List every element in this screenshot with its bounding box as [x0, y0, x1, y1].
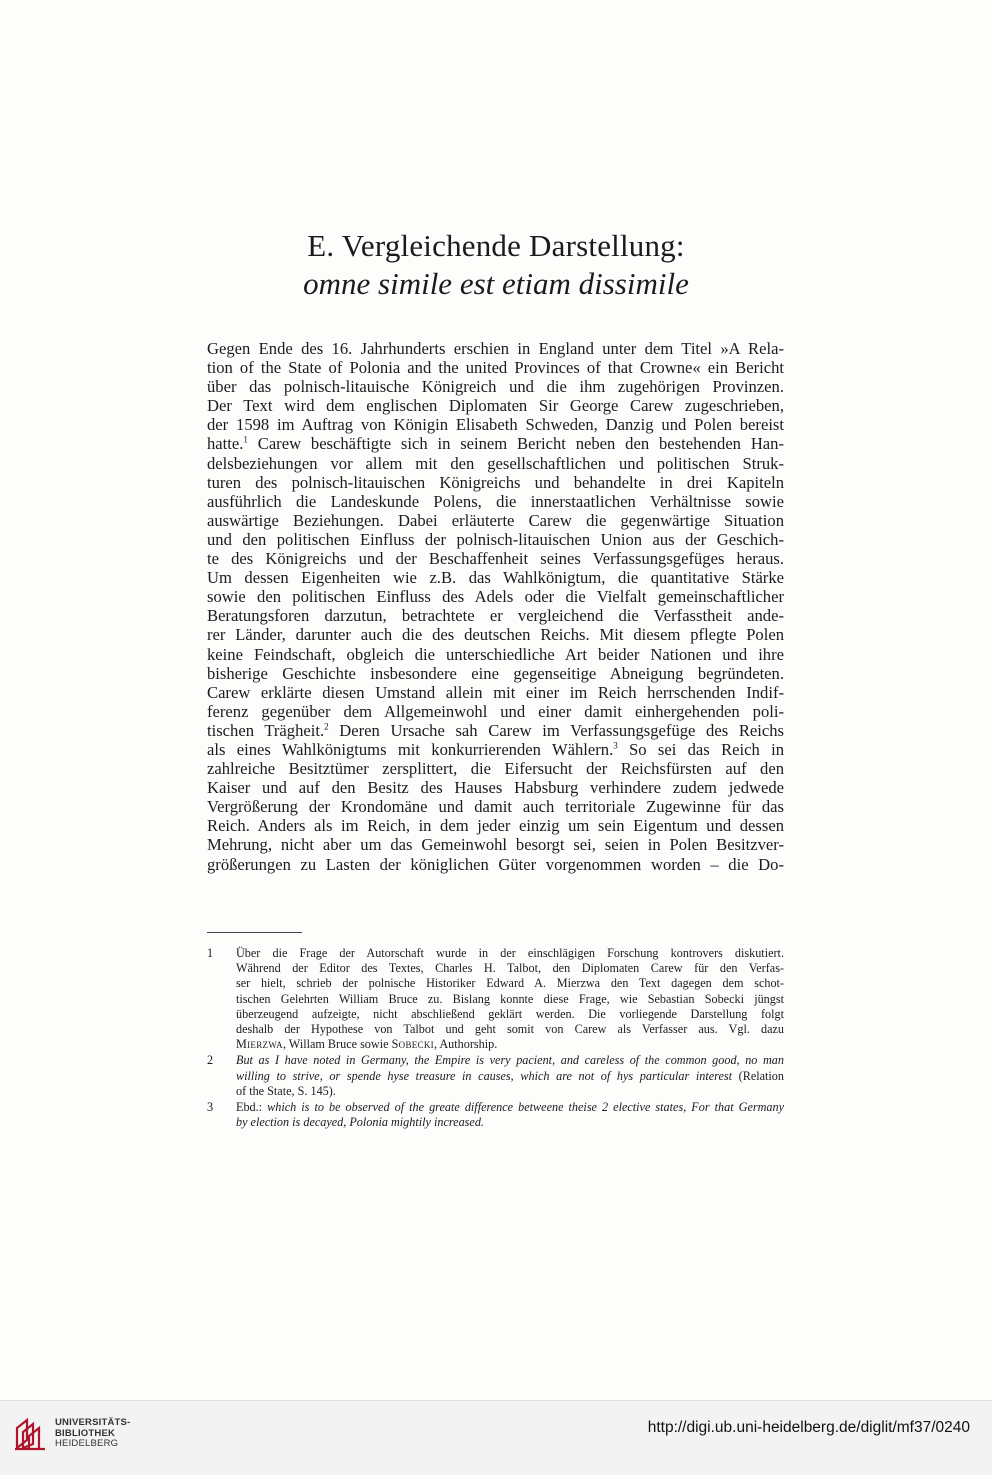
chapter-title: [0, 228, 992, 302]
author-name: Sobecki: [391, 1037, 434, 1052]
footnote-number: 2: [207, 1053, 214, 1068]
text-line: tion of the State of Polonia and the united Provinces of that Crowne« ein Bericht: [207, 358, 784, 378]
footnote-2: [207, 1053, 784, 1099]
footnote-number: 1: [207, 946, 214, 960]
text-segment: (Relation: [731, 1068, 784, 1083]
text-line: Gegen Ende des 16. Jahrhunderts erschien in England unter dem Titel »A Rela-: [207, 339, 784, 358]
text-line: Reich. Anders als im Reich, in dem jeder einzig um sein Eigentum und dessen: [207, 816, 784, 836]
logo-line: HEIDELBERG: [55, 1438, 119, 1449]
footnote-divider: [207, 932, 302, 933]
library-logo-icon[interactable]: [11, 1414, 49, 1452]
text-line: Carew erklärte diesen Umstand allein mit einer im Reich herrschenden Indif-: [207, 682, 784, 702]
chapter-subtitle: omne simile est etiam dissimile: [303, 266, 689, 301]
text-segment: als eines Wahlkönigtums mit konkurrierenden Wählern.: [207, 739, 614, 759]
footnote-1: [207, 946, 784, 1052]
footnote-line: überzeugend aufzeigte, nicht abschließend geklärt werden. Die vorliegende Darstellung folgt: [236, 1006, 784, 1021]
footnote-ref-2[interactable]: 2: [324, 721, 329, 732]
logo-line: BIBLIOTHEK: [55, 1427, 116, 1439]
text-segment: hatte.: [207, 434, 244, 454]
footnote-number: 3: [207, 1100, 214, 1115]
text-line: Vergrößerung der Krondomäne und damit auch territoriale Zugewinne für das: [207, 797, 784, 817]
footnote-line: of the State, S. 145).: [236, 1083, 336, 1098]
text-line: größerungen zu Lasten der königlichen Güter vorgenommen worden – die Do-: [207, 854, 784, 874]
text-line: ausführlich die Landeskunde Polens, die innerstaatlichen Verhältnisse sowie: [207, 491, 784, 511]
text-line: auswärtige Beziehungen. Dabei erläuterte Carew die gegenwärtige Situation: [207, 510, 784, 530]
text-segment: , Willam Bruce sowie: [282, 1037, 392, 1052]
text-line: zahlreiche Besitztümer zersplittert, die Eifersucht der Reichsfürsten auf den: [207, 759, 784, 779]
chapter-heading: E. Vergleichende Darstellung:: [307, 228, 685, 263]
text-line: keine Feindschaft, obgleich die unterschiedliche Art beider Nationen und ihre: [207, 644, 784, 664]
permalink-url[interactable]: http://digi.ub.uni-heidelberg.de/diglit/mf37/0240: [647, 1419, 970, 1436]
text-segment: , Authorship.: [433, 1037, 498, 1052]
text-line: sowie den politischen Einfluss des Adels oder die Vielfalt gemeinschaftlicher: [207, 587, 784, 607]
text-segment: tischen Trägheit.: [207, 720, 325, 740]
footnote-line: [236, 1069, 784, 1084]
footnote-3: [207, 1100, 784, 1130]
text-line: der 1598 im Auftrag von Königin Elisabeth Schweden, Danzig und Polen bereist: [207, 415, 784, 435]
author-name: Mierzwa: [236, 1037, 283, 1052]
quote-segment: which is to be observed of the greate difference betweene theise 2 elective states, For that Germany: [267, 1100, 784, 1115]
text-line: te des Königreichs und der Beschaffenheit seines Verfassungsgefüges heraus.: [207, 549, 784, 569]
quote-segment: willing to strive, or spende hyse treasure in causes, which are not of hys particular interest: [236, 1068, 732, 1083]
text-segment: So sei das Reich in: [629, 739, 784, 759]
text-line: bisherige Geschichte insbesondere eine gegenseitige Abneigung begründeten.: [207, 663, 784, 683]
footnote-ref-3[interactable]: 3: [613, 740, 618, 751]
text-line: Beratungsforen darzutun, betrachtete er vergleichend die Verfasstheit ande-: [207, 606, 784, 626]
library-logo-text[interactable]: [55, 1418, 130, 1450]
library-logo-graphic: [11, 1414, 49, 1452]
text-line: über das polnisch-litauische Königreich und die ihm zugehörigen Provinzen.: [207, 377, 784, 397]
logo-line: UNIVERSITÄTS-: [55, 1417, 131, 1428]
footnotes: [207, 946, 784, 1131]
body-paragraph: [207, 339, 784, 874]
text-line: ferenz gegenüber dem Allgemeinwohl und einer damit einhergehenden poli-: [207, 701, 784, 721]
text-line: turen des polnisch-litauischen Königreichs und behandelte in drei Kapiteln: [207, 472, 784, 492]
text-line: [207, 740, 784, 759]
text-segment: Carew beschäftigte sich in seinem Bericht neben den bestehenden Han-: [257, 434, 784, 454]
text-segment: Ebd.:: [236, 1100, 268, 1115]
text-line: Der Text wird dem englischen Diplomaten Sir George Carew zugeschrieben,: [207, 396, 784, 416]
footnote-line: tischen Gelehrten William Bruce zu. Bislang konnte diese Frage, wie Sebastian Sobecki jüngst: [236, 991, 784, 1006]
text-line: Um dessen Eigenheiten wie z.B. das Wahlkönigtum, die quantitative Stärke: [207, 568, 784, 588]
text-line: rer Länder, darunter auch die des deutschen Reichs. Mit diesem pflegte Polen: [207, 625, 784, 645]
text-line: [207, 721, 784, 740]
footnote-line: ser hielt, schrieb der polnische Historiker Edward A. Mierzwa den Text dagegen dem schot-: [236, 976, 784, 991]
text-line: und den politischen Einfluss der polnisch-litauischen Union aus der Geschich-: [207, 529, 784, 549]
footnote-line: by election is decayed, Polonia mightily increased.: [236, 1115, 484, 1130]
text-line: Kaiser und auf den Besitz des Hauses Habsburg verhindere zudem jedwede: [207, 778, 784, 798]
footnote-line: deshalb der Hypothese von Talbot und geht somit von Carew als Verfasser aus. Vgl. dazu: [236, 1022, 784, 1037]
footnote-line: But as I have noted in Germany, the Empire is very pacient, and careless of the common good, no man: [236, 1053, 784, 1068]
footnote-line: [236, 1100, 784, 1115]
footnote-line: Während der Editor des Textes, Charles H. Talbot, den Diplomaten Carew für den Verfas-: [236, 961, 784, 976]
footnote-line: [236, 1037, 784, 1052]
text-segment: Deren Ursache sah Carew im Verfassungsgefüge des Reichs: [339, 720, 784, 740]
viewer-footer: [0, 1400, 992, 1475]
footnote-ref-1[interactable]: 1: [243, 434, 248, 445]
text-line: Mehrung, nicht aber um das Gemeinwohl besorgt sei, seien in Polen Besitzver-: [207, 835, 784, 855]
footnote-line: Über die Frage der Autorschaft wurde in der einschlägigen Forschung kontrovers diskutiert.: [236, 946, 784, 960]
text-line: delsbeziehungen vor allem mit den gesellschaftlichen und politischen Struk-: [207, 453, 784, 473]
text-line: [207, 434, 784, 453]
